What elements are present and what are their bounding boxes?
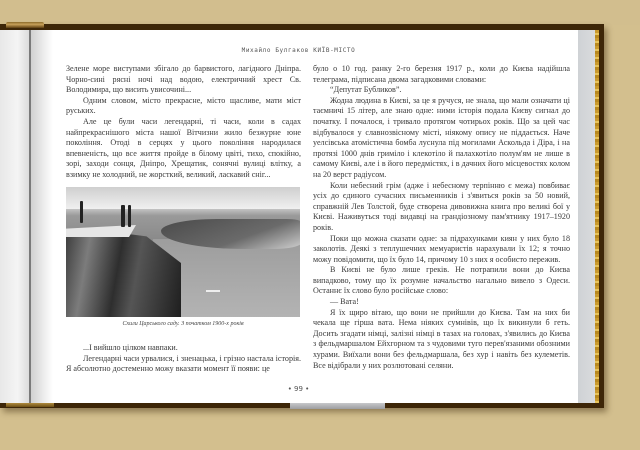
- paragraph: Я їх щиро вітаю, що вони не прийшли до Києва. Там на них би чекала ще гірша вата. Нема ніяких сумнівів, що їх викинули б геть. Досить згадати німці, залізні німці в тазах на головах, з'явились до Києва з фельдмаршалом Ейхгорном та з чудовими туго перев'язаними обозними хурами. Виїхали вони без фельдмаршала, без хур і навіть без кулеметів. Все відібрали у них розлютовані селяни.: [313, 307, 570, 370]
- paragraph: Але це були часи легендарні, ті часи, коли в садах найпрекраснішого міста нашої Вітчизни жило безжурне юне покоління. Отоді в серцях у цього покоління народилася впевненість, що все життя пройде в білому цвіті, тихо, спокійно, зорі, заходи сонця, Дніпро, Хрещатик, сонячні вулиці влітку, а взимку не холодний, не жорсткий, великий, ласкавий сніг...: [66, 116, 301, 179]
- gilt-edge: [595, 30, 599, 403]
- background: [0, 0, 640, 25]
- photo-ledge: [66, 225, 136, 237]
- illustration-photo: [66, 187, 300, 317]
- paragraph: В Києві не було лише греків. Не потрапили вони до Києва випадково, тому що їх розумне начальство нагально вивело з Одеси. Останнє їх слово було російське слово:: [313, 265, 570, 296]
- paragraph: Поки що можна сказати одне: за підрахунками киян у них було 18 заколотів. Деякі з теплушечних мемуаристів нарахували їх 12; я точно можу повідомити, що їх було 14, причому 10 з них я особисто пережив.: [313, 233, 570, 264]
- paragraph: Жодна людина в Києві, за це я ручуся, не знала, що мали означати ці таємничі 15 літер, але знаю одне: ними історія подала Києву сигнал до початку. І почалося, і тривало протягом чотирьох років. Що за цей час відбувалося у славнозвісному місті, ніякому опису не піддається. Наче уелсівська атомістична бомба луснула під могилами Аскольда і Діра, і на протязі 1000 днів гриміло і клекотіло й палахкотіло полум'ям не лише в самому Києві, але і в його передмістях, і в дачних його місцевостях колом на 20 верст радіусом.: [313, 95, 570, 179]
- paragraph: Зелене море виступами збігало до барвистого, лагідного Дніпра. Чорно-сині рясні ночі над водою, електричний хрест Св. Володимира, що висить увисочині...: [66, 64, 301, 95]
- left-page: [66, 64, 301, 181]
- right-page: [313, 64, 570, 371]
- photo-sky: [66, 187, 300, 209]
- cover-tab-top: [6, 22, 44, 28]
- cover-tab-bottom: [6, 403, 54, 407]
- paragraph: було о 10 год. ранку 2-го березня 1917 р., коли до Києва надійшла телеграма, підписана двома загадковими словами:: [313, 64, 570, 84]
- photo-caption: Схили Царського саду. З початком 1900-х років: [122, 321, 244, 327]
- next-page-edge[interactable]: [578, 30, 595, 403]
- paragraph: “Депутат Бубликов”.: [330, 85, 402, 95]
- running-head: Михайло Булгаков КИЇВ-МІСТО: [241, 47, 356, 54]
- paragraph: — Вата!: [330, 297, 359, 307]
- paragraph: Легендарні часи урвалися, і зненацька, і грізно настала історія. Я абсолютно достеменно можу вказати момент її появи: це: [66, 353, 301, 374]
- photo-person: [128, 205, 131, 227]
- page-fold-shadow: [31, 30, 53, 403]
- page-number: • 99 •: [287, 385, 310, 393]
- paragraph: Одним словом, місто прекрасне, місто щасливе, мати міст руських.: [66, 95, 301, 116]
- left-page-bottom: [66, 343, 301, 375]
- previous-page-curl[interactable]: [0, 30, 29, 403]
- paragraph: Коли небесний грім (адже і небесному терпінню є межа) повбиває усіх до єдиного сучасних письменників і з'явиться років за 50 новий, справжній Лев Толстой, буде створена дивовижна книга про великі бої у Києві. Наживуться тоді видавці на грандіозному пам'ятнику 1917–1920 років.: [313, 180, 570, 232]
- paragraph: ...І вийшло цілком навпаки.: [83, 343, 178, 352]
- photo-boat: [206, 290, 220, 292]
- page-scroll-handle[interactable]: [290, 403, 385, 409]
- photo-person: [80, 201, 83, 223]
- photo-person: [121, 205, 125, 227]
